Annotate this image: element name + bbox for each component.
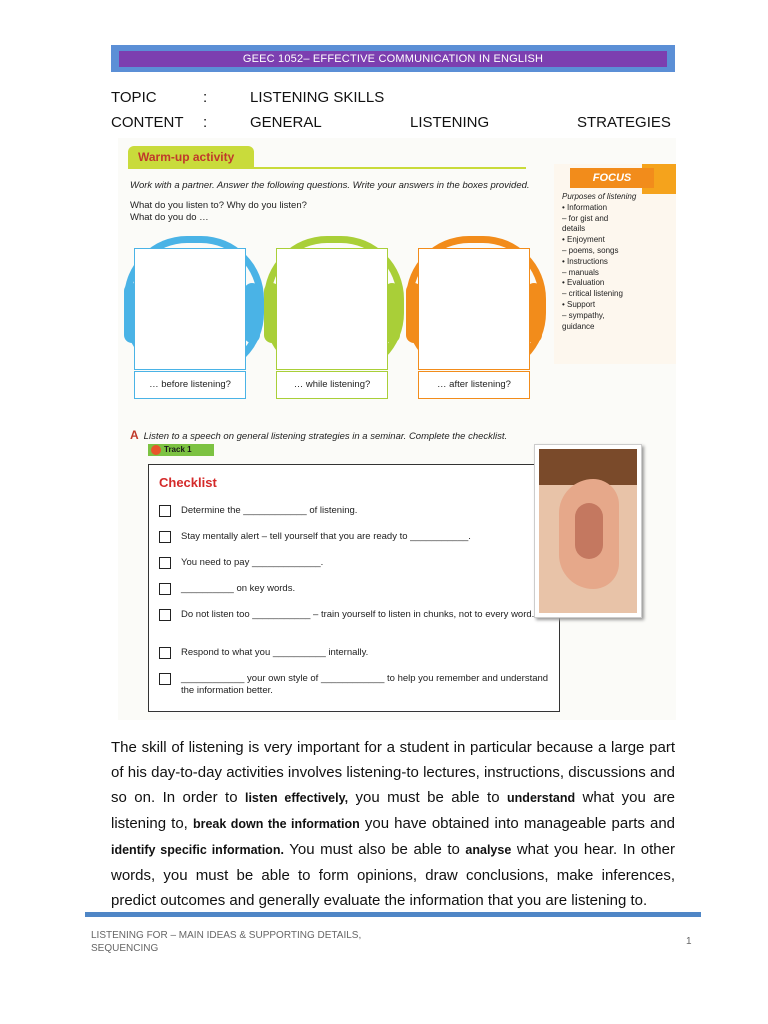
- checklist-item-text: __________ on key words.: [181, 583, 296, 594]
- checklist-item-text: ____________ your own style of ____________ to help you remember and understand the information better.: [181, 673, 549, 696]
- course-title: GEEC 1052– EFFECTIVE COMMUNICATION IN ENGLISH: [119, 51, 667, 67]
- checklist-item-text: Respond to what you __________ internally.: [181, 647, 369, 658]
- focus-item: guidance: [562, 321, 595, 331]
- focus-item: • Enjoyment: [562, 235, 605, 245]
- focus-item: details: [562, 224, 586, 234]
- track-label: Track 1: [164, 445, 192, 454]
- paragraph-text: You must also be able to: [283, 841, 466, 858]
- paragraph-text: The skill of listening is very important for a student in particular because a large part of his day-to-day activities involves listening-to lectures, instructions, discussions and so on. In order to: [111, 739, 675, 806]
- focus-item: – poems, songs: [562, 245, 619, 255]
- box-label-before: … before listening?: [134, 371, 246, 399]
- answer-box-after[interactable]: [418, 248, 530, 370]
- warmup-question-2: What do you do …: [130, 212, 209, 223]
- ear-image: [539, 449, 637, 613]
- ear-canal-shape: [575, 503, 603, 559]
- footer-text: [91, 929, 361, 955]
- focus-item: • Information: [562, 202, 608, 212]
- course-banner: [111, 45, 675, 72]
- checklist-title: Checklist: [159, 475, 217, 490]
- focus-panel: [554, 164, 676, 364]
- paragraph-bold: identify specific information.: [111, 843, 284, 857]
- topic-label: TOPIC: [111, 89, 157, 106]
- paragraph-text: you have obtained into manageable parts and: [359, 815, 676, 832]
- answer-box-while[interactable]: [276, 248, 388, 370]
- focus-list: [562, 192, 636, 332]
- content-word-1: GENERAL: [250, 114, 322, 131]
- checkbox[interactable]: [159, 609, 171, 621]
- checkbox[interactable]: [159, 505, 171, 517]
- focus-item: • Support: [562, 299, 596, 309]
- checklist-item-text: Determine the ____________ of listening.: [181, 505, 358, 516]
- content-word-3: STRATEGIES: [577, 114, 671, 131]
- activity-a-instruction: [130, 428, 507, 442]
- focus-heading: Purposes of listening: [562, 192, 637, 201]
- box-label-while: … while listening?: [276, 371, 388, 399]
- headphone-pad-blue: [244, 283, 260, 343]
- checkbox[interactable]: [159, 531, 171, 543]
- topic-value: LISTENING SKILLS: [250, 89, 385, 106]
- warmup-question-1: What do you listen to? Why do you listen?: [130, 200, 307, 211]
- topic-colon: :: [203, 89, 208, 106]
- checklist-item-text: Do not listen too ___________ – train yourself to listen in chunks, not to every word.: [181, 609, 535, 620]
- focus-item: • Instructions: [562, 256, 608, 266]
- paragraph-bold: analyse: [465, 843, 512, 857]
- content-label: CONTENT: [111, 114, 184, 131]
- warmup-instruction: Work with a partner. Answer the following questions. Write your answers in the boxes provided.: [130, 180, 530, 191]
- focus-item: – critical listening: [562, 289, 623, 299]
- checklist-item-text: Stay mentally alert – tell yourself that you are ready to ___________.: [181, 531, 471, 542]
- page-number: 1: [686, 936, 692, 947]
- paragraph-bold: break down the information: [192, 817, 360, 831]
- audio-icon: [151, 445, 161, 455]
- activity-text: Listen to a speech on general listening strategies in a seminar. Complete the checklist.: [143, 431, 508, 442]
- activity-letter: A: [130, 428, 139, 442]
- footer-line-1: LISTENING FOR – MAIN IDEAS & SUPPORTING DETAILS,: [91, 930, 362, 941]
- focus-item: • Evaluation: [562, 278, 605, 288]
- footer-line-2: SEQUENCING: [91, 943, 159, 954]
- textbook-image: [118, 138, 676, 720]
- checklist-panel: [148, 464, 560, 712]
- warmup-title: Warm-up activity: [138, 150, 235, 164]
- body-paragraph: [111, 735, 675, 913]
- focus-item: – manuals: [562, 267, 599, 277]
- content-word-2: LISTENING: [410, 114, 490, 131]
- focus-item: – for gist and: [562, 213, 609, 223]
- answer-box-before[interactable]: [134, 248, 246, 370]
- checkbox[interactable]: [159, 583, 171, 595]
- focus-tag: FOCUS: [570, 168, 654, 188]
- footer-divider: [85, 912, 701, 917]
- checkbox[interactable]: [159, 647, 171, 659]
- checkbox[interactable]: [159, 557, 171, 569]
- focus-item: – sympathy,: [562, 310, 605, 320]
- box-label-after: … after listening?: [418, 371, 530, 399]
- track-badge: [148, 444, 214, 456]
- paragraph-bold: listen effectively,: [244, 791, 349, 805]
- content-colon: :: [203, 114, 208, 131]
- paragraph-text: what you are listening to,: [111, 789, 675, 832]
- paragraph-text: what you hear. In other words, you must be able to form opinions, draw conclusions, make inferences, predict outcomes and generally evaluate the information that you are listening to.: [111, 841, 675, 909]
- ear-photo: [534, 444, 642, 618]
- checkbox[interactable]: [159, 673, 171, 685]
- paragraph-text: you must be able to: [348, 789, 508, 806]
- paragraph-bold: understand: [507, 791, 576, 805]
- checklist-item-text: You need to pay _____________.: [181, 557, 324, 568]
- warmup-tab: [128, 146, 254, 168]
- warmup-divider: [128, 167, 526, 169]
